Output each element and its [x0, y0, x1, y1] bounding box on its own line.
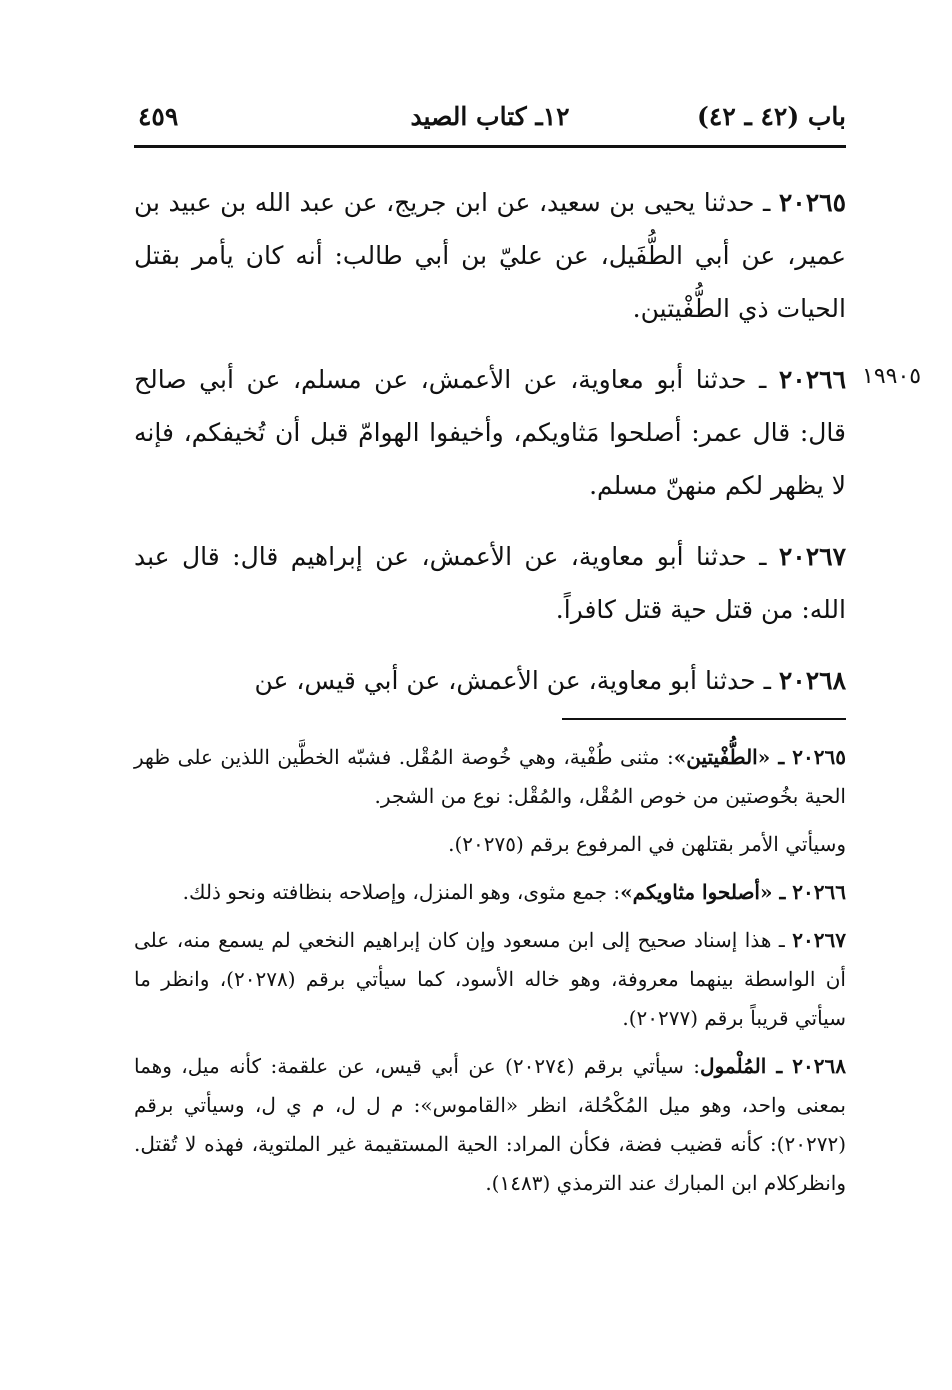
- hadith-number: ٢٠٢٦٨: [778, 666, 846, 695]
- hadith-paragraph: [134, 530, 846, 636]
- footnotes: [134, 738, 846, 1212]
- footnote-text: : مثنى طُفْية، وهي خُوصة المُقْل. فشبّه الخطَّين اللذين على ظهر الحية بخُوصتين من خوص المُقْل، والمُقْل: نوع من الشجر.: [134, 745, 846, 808]
- footnote-number: ٢٠٢٦٥: [792, 745, 846, 769]
- footnote-term: ـ «الطُّفْيتين»: [673, 745, 793, 769]
- hadith-text: ـ حدثنا أبو معاوية، عن الأعمش، عن مسلم، عن أبي صالح قال: قال عمر: أصلحوا مَثاويكم، وأخيفوا الهوامّ قبل أن تُخيفكم، فإنه لا يظهر لكم منهنّ مسلم.: [134, 365, 846, 500]
- hadith-paragraph: [134, 654, 846, 707]
- footnote-text: ـ هذا إسناد صحيح إلى ابن مسعود وإن كان إبراهيم النخعي لم يسمع منه، على أن الواسطة بينهما معروفة، وهو خاله الأسود، كما سيأتي برقم (٢٠٢٧٨)، وانظر ما سيأتي قريباً برقم (٢٠٢٧٧).: [134, 928, 846, 1030]
- margin-reference-number: ١٩٩٠٥: [862, 364, 922, 389]
- footnote-number: ٢٠٢٦٧: [792, 928, 846, 952]
- hadith-number: ٢٠٢٦٧: [778, 542, 846, 571]
- footnote: [134, 873, 846, 912]
- chapter-title: باب (٤٢ ـ ٤٢): [697, 102, 846, 131]
- footnote: [134, 921, 846, 1038]
- footnote-number: ٢٠٢٦٦: [792, 880, 846, 904]
- hadith-text: ـ حدثنا أبو معاوية، عن الأعمش، عن إبراهيم قال: قال عبد الله: من قتل حية قتل كافراً.: [134, 542, 846, 624]
- main-text: [134, 176, 846, 725]
- footnote: [134, 825, 846, 864]
- hadith-number: ٢٠٢٦٥: [778, 188, 846, 217]
- footnote-term: ـ المُلْمول: [700, 1054, 793, 1078]
- hadith-paragraph: [134, 353, 846, 512]
- hadith-paragraph: [134, 176, 846, 335]
- book-title: ١٢ـ كتاب الصيد: [410, 102, 570, 131]
- running-header: [134, 96, 846, 140]
- footnote-text: : جمع مثوى، وهو المنزل، وإصلاحه بنظافته ونحو ذلك.: [182, 880, 621, 904]
- footnote: [134, 738, 846, 816]
- header-rule: [134, 145, 846, 148]
- footnote-term: ـ «أصلحوا مثاويكم»: [620, 880, 793, 904]
- footnote-number: ٢٠٢٦٨: [792, 1054, 846, 1078]
- footnote: [134, 1047, 846, 1203]
- hadith-text: ـ حدثنا يحيى بن سعيد، عن ابن جريج، عن عبد الله بن عبيد بن عمير، عن أبي الطُّفَيل، عن عليّ بن أبي طالب: أنه كان يأمر بقتل الحيات ذي الطُّفْيتين.: [134, 188, 846, 323]
- footnote-text: وسيأتي الأمر بقتلهن في المرفوع برقم (٢٠٢٧٥).: [448, 832, 846, 856]
- page-number: ٤٥٩: [138, 102, 179, 131]
- footnote-text: : سيأتي برقم (٢٠٢٧٤) عن أبي قيس، عن علقمة: كأنه ميل، وهما بمعنى واحد، وهو ميل المُكْحُلة، انظر «القاموس»: م ل ل، م ي ل، وسيأتي برقم (٢٠٢٧٢): كأنه قضيب فضة، فكأن المراد: الحية المستقيمة غير الملتوية، فهذه لا تُقتل. وانظركلام ابن المبارك عند الترمذي (١٤٨٣).: [134, 1054, 846, 1195]
- footnote-rule: [562, 718, 846, 720]
- hadith-text: ـ حدثنا أبو معاوية، عن الأعمش، عن أبي قيس، عن: [254, 666, 779, 695]
- hadith-number: ٢٠٢٦٦: [778, 365, 846, 394]
